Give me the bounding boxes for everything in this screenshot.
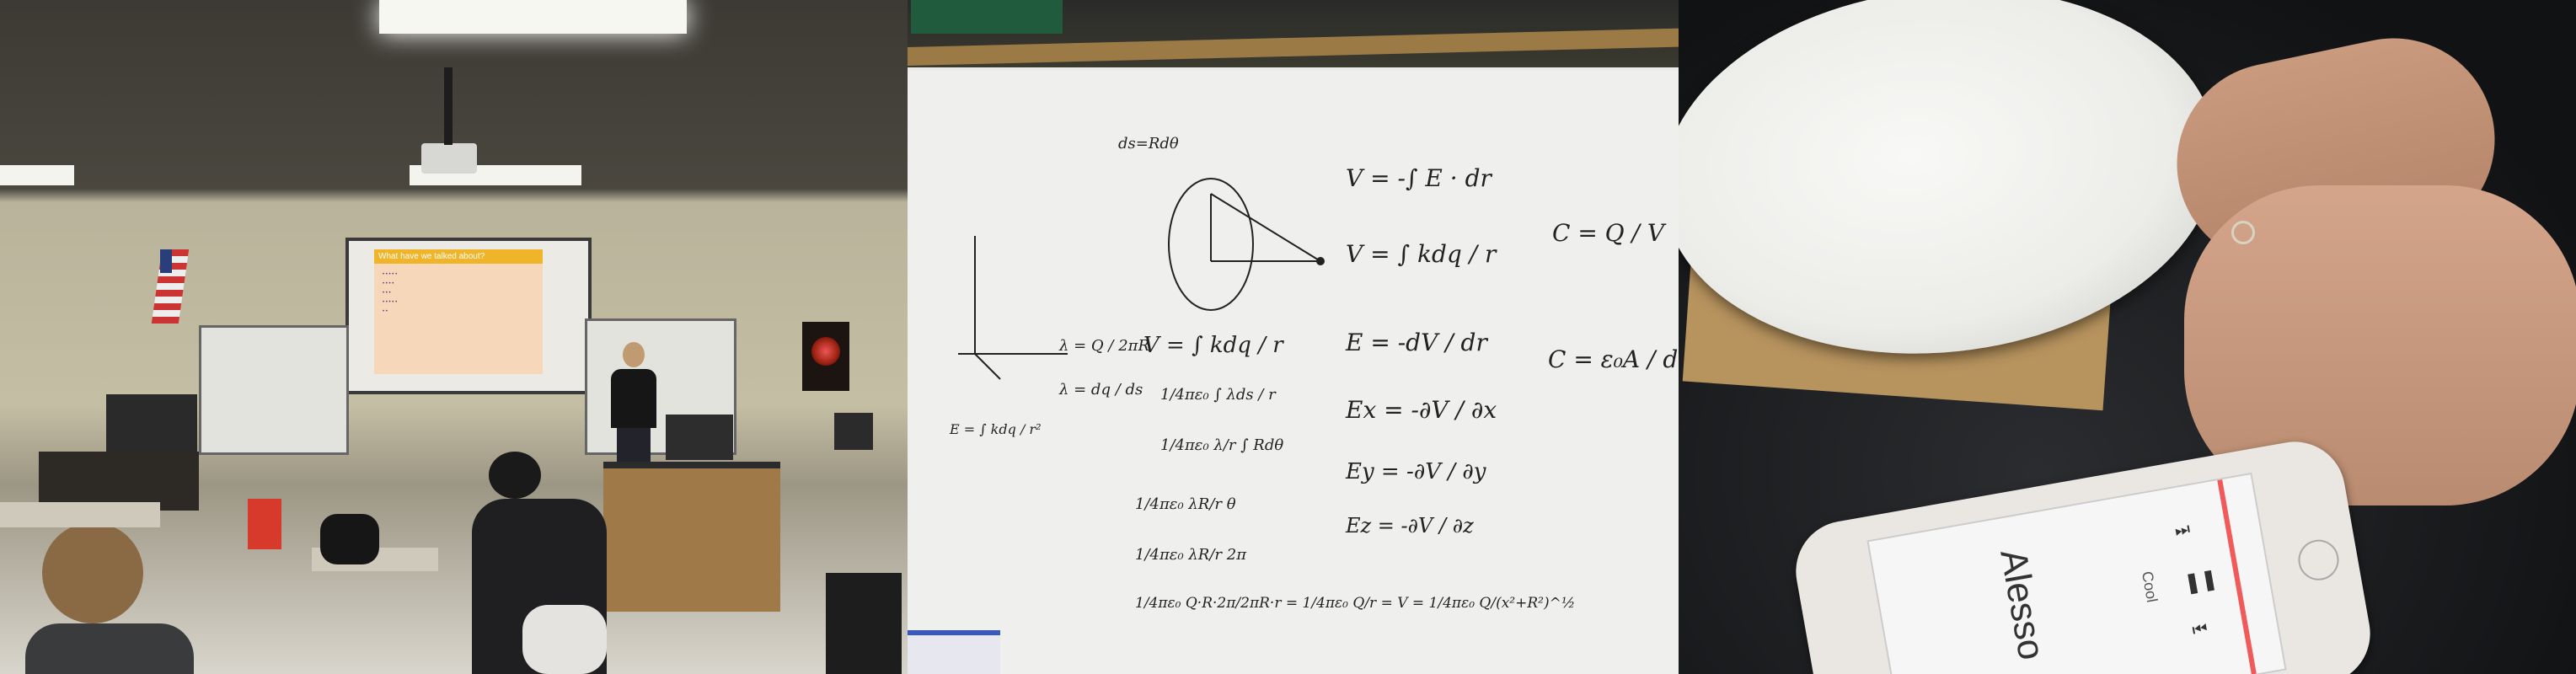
distance-r xyxy=(1211,194,1320,261)
trash-can xyxy=(248,499,281,549)
computer-monitor xyxy=(834,413,873,450)
eq-field: E = ∫ kdq / r² xyxy=(950,421,1042,437)
eq-ey: Ey = -∂V / ∂y xyxy=(1346,459,1486,484)
eq-integral-2: 1/4πε₀ λ/r ∫ Rdθ xyxy=(1160,436,1284,454)
projector xyxy=(421,143,477,174)
eq-ex: Ex = -∂V / ∂x xyxy=(1346,396,1497,424)
eq-result-1: 1/4πε₀ λR/r θ xyxy=(1135,495,1236,513)
eq-result-2: 1/4πε₀ λR/r 2π xyxy=(1135,546,1247,564)
progress-bar[interactable] xyxy=(2217,479,2257,674)
chair xyxy=(320,514,379,564)
marker-tray xyxy=(908,630,1000,674)
eq-v-line: V = -∫ E · dr xyxy=(1346,164,1492,192)
eq-lambda1: λ = Q / 2πR xyxy=(1059,337,1150,355)
slide-title: What have we talked about? xyxy=(374,249,543,264)
axis-line xyxy=(975,354,1000,379)
plate-phone-panel xyxy=(1679,0,2576,674)
ring-diagram xyxy=(941,152,1363,404)
teacher xyxy=(603,342,664,468)
projector-mount xyxy=(444,67,453,145)
computer-monitor xyxy=(666,415,733,460)
chair xyxy=(826,573,902,674)
green-tray xyxy=(911,0,1063,34)
whiteboard-panel xyxy=(908,0,1679,674)
bag xyxy=(522,605,607,674)
eq-ez: Ez = -∂V / ∂z xyxy=(1346,514,1474,538)
slide: What have we talked about? • • • • • • • • • • • • • • • • • • • xyxy=(374,249,543,374)
flag-canton xyxy=(160,249,172,273)
eq-ds: ds=Rdθ xyxy=(1118,135,1179,152)
eq-v-kdq: V = ∫ kdq / r xyxy=(1346,240,1497,268)
point-p xyxy=(1317,258,1324,265)
previous-icon[interactable]: ⏮ xyxy=(2190,619,2209,640)
teacher-desk xyxy=(603,462,780,612)
home-button[interactable] xyxy=(2295,537,2343,584)
student xyxy=(25,522,194,674)
artist-name: Alesso xyxy=(1992,546,2053,663)
desk xyxy=(0,502,160,527)
eq-e-dv: E = -dV / dr xyxy=(1346,329,1487,356)
whiteboard xyxy=(199,325,349,455)
eq-lambda2: λ = dq / ds xyxy=(1059,381,1143,399)
track-name: Cool xyxy=(2138,570,2161,604)
eq-integral-1: 1/4πε₀ ∫ λds / r xyxy=(1160,386,1276,404)
ceiling-light xyxy=(379,0,687,34)
next-icon[interactable]: ⏭ xyxy=(2173,519,2192,541)
eq-final: 1/4πε₀ Q·R·2π/2πR·r = 1/4πε₀ Q/r = V = 1/4πε₀ Q/(x²+R²)^½ xyxy=(1135,595,1576,612)
poster xyxy=(802,322,849,391)
classroom-panel xyxy=(0,0,908,674)
ring-jewelry xyxy=(2231,221,2255,244)
eq-v-integral: V = ∫ kdq / r xyxy=(1143,333,1283,358)
play-pause-icon[interactable]: ❚❚ xyxy=(2182,567,2220,596)
eq-c-qv: C = Q / V xyxy=(1552,219,1665,247)
eq-c-e0: C = ε₀A / d xyxy=(1548,345,1679,373)
ceiling-light xyxy=(0,165,74,185)
